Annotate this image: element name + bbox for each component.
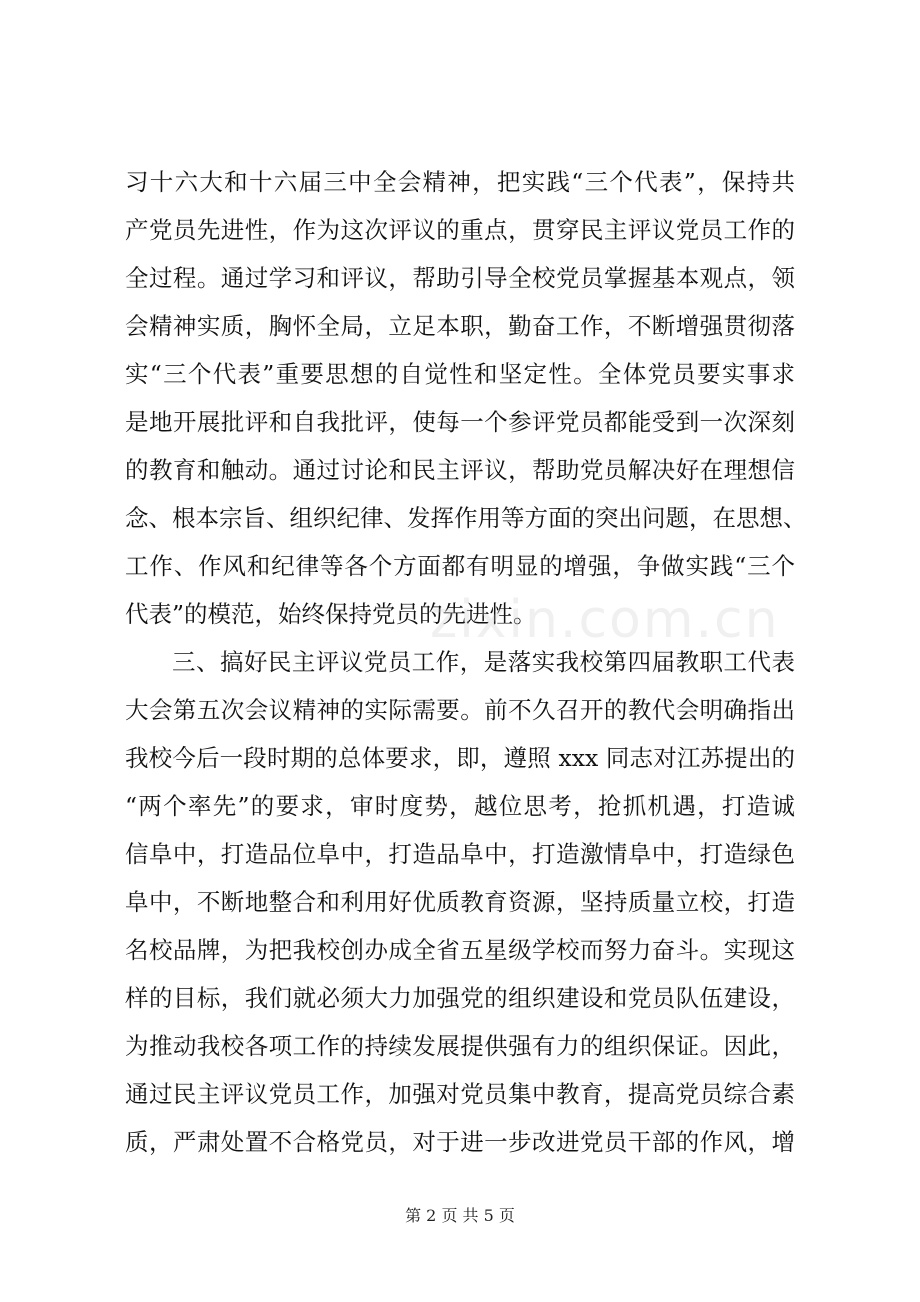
- text-line: 工作、作风和纪律等各个方面都有明显的增强，争做实践“三个: [125, 552, 795, 580]
- text-line: 实“三个代表”重要思想的自觉性和坚定性。全体党员要实事求: [125, 360, 795, 388]
- text-line: 大会第五次会议精神的实际需要。前不久召开的教代会明确指出: [125, 696, 795, 724]
- text-line: 的教育和触动。通过讨论和民主评议，帮助党员解决好在理想信: [125, 456, 795, 484]
- text-line: 我校今后一段时期的总体要求，即，遵照 xxx 同志对江苏提出的: [125, 744, 795, 772]
- text-line: 为推动我校各项工作的持续发展提供强有力的组织保证。因此，: [125, 1032, 795, 1060]
- paragraph-start-line: 三、搞好民主评议党员工作，是落实我校第四届教职工代表: [172, 648, 795, 676]
- text-line: 习十六大和十六届三中全会精神，把实践“三个代表”，保持共: [125, 168, 795, 196]
- text-line: 样的目标，我们就必须大力加强党的组织建设和党员队伍建设，: [125, 984, 795, 1012]
- text-line: 念、根本宗旨、组织纪律、发挥作用等方面的突出问题，在思想、: [125, 504, 807, 532]
- text-line: 信阜中，打造品位阜中，打造品阜中，打造激情阜中，打造绿色: [125, 840, 795, 868]
- text-line: 名校品牌，为把我校创办成全省五星级学校而努力奋斗。实现这: [125, 936, 795, 964]
- text-line: 阜中，不断地整合和利用好优质教育资源，坚持质量立校，打造: [125, 888, 795, 916]
- text-line: 质，严肃处置不合格党员，对于进一步改进党员干部的作风，增: [125, 1128, 795, 1156]
- text-line: 是地开展批评和自我批评，使每一个参评党员都能受到一次深刻: [125, 408, 795, 436]
- text-line: 通过民主评议党员工作，加强对党员集中教育，提高党员综合素: [125, 1080, 795, 1108]
- text-line: 会精神实质，胸怀全局，立足本职，勤奋工作，不断增强贯彻落: [125, 312, 795, 340]
- text-line: 全过程。通过学习和评议，帮助引导全校党员掌握基本观点，领: [125, 264, 795, 292]
- site-watermark: zixin.com.cn: [430, 590, 780, 650]
- text-line: “两个率先”的要求，审时度势，越位思考，抢抓机遇，打造诚: [125, 792, 795, 820]
- text-line: 代表”的模范，始终保持党员的先进性。: [125, 600, 537, 628]
- text-line: 产党员先进性，作为这次评议的重点，贯穿民主评议党员工作的: [125, 216, 795, 244]
- page-number-footer: 第 2 页 共 5 页: [405, 1206, 515, 1225]
